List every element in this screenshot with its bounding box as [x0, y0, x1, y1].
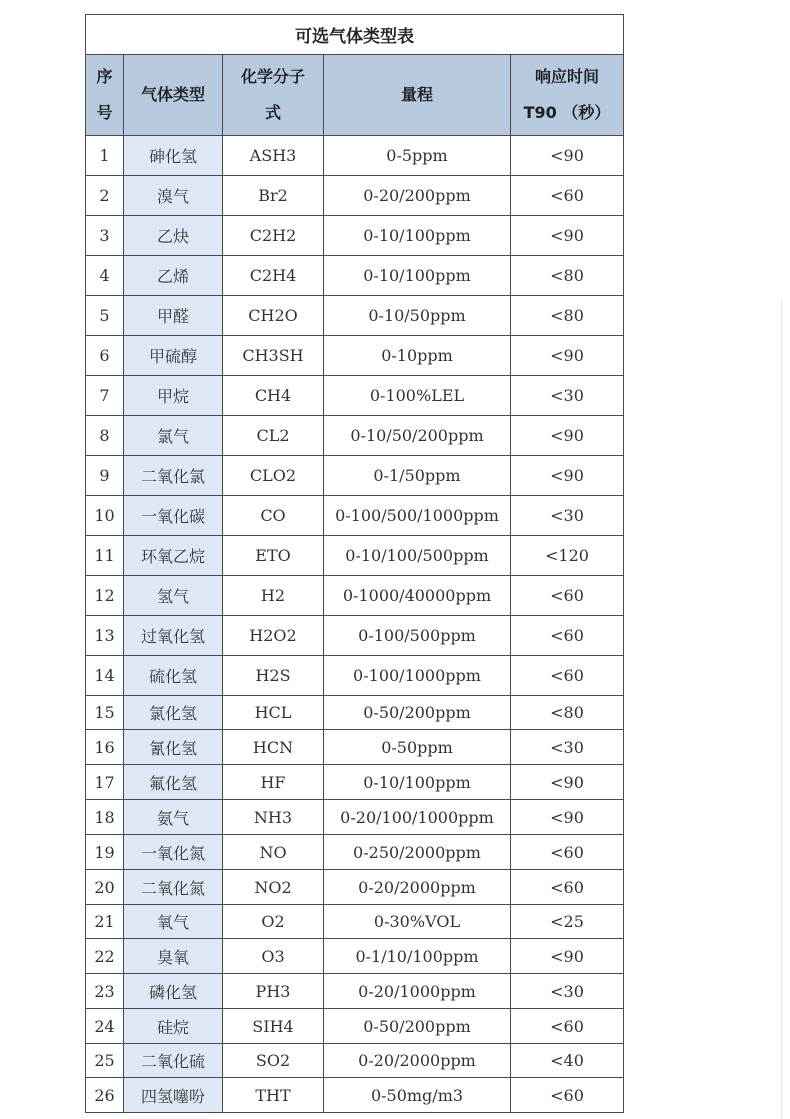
- cell-index: 11: [86, 536, 124, 576]
- cell-response-time: <30: [511, 496, 624, 536]
- table-row: [86, 974, 624, 1009]
- cell-response-time: <60: [511, 870, 624, 905]
- cell-index: 4: [86, 256, 124, 296]
- header-formula: [223, 55, 324, 136]
- cell-response-time: <30: [511, 730, 624, 765]
- cell-formula: PH3: [223, 974, 324, 1009]
- cell-range: 0-250/2000ppm: [324, 835, 511, 870]
- cell-index: 7: [86, 376, 124, 416]
- cell-range: 0-10/100ppm: [324, 256, 511, 296]
- table-row: [86, 536, 624, 576]
- cell-response-time: <90: [511, 216, 624, 256]
- cell-gas-name: 乙烯: [124, 256, 223, 296]
- table-row: [86, 176, 624, 216]
- cell-gas-name: 氨气: [124, 800, 223, 835]
- table-row: [86, 296, 624, 336]
- cell-index: 10: [86, 496, 124, 536]
- cell-index: 2: [86, 176, 124, 216]
- cell-range: 0-50ppm: [324, 730, 511, 765]
- cell-index: 18: [86, 800, 124, 835]
- cell-gas-name: 过氧化氢: [124, 616, 223, 656]
- cell-gas-name: 二氧化氮: [124, 870, 223, 905]
- cell-gas-name: 砷化氢: [124, 136, 223, 176]
- cell-formula: HCN: [223, 730, 324, 765]
- cell-response-time: <30: [511, 376, 624, 416]
- cell-range: 0-100/500/1000ppm: [324, 496, 511, 536]
- table-row: [86, 765, 624, 800]
- cell-range: 0-10/50ppm: [324, 296, 511, 336]
- header-index-line1: 序: [96, 67, 113, 86]
- cell-formula: THT: [223, 1078, 324, 1113]
- cell-index: 1: [86, 136, 124, 176]
- cell-formula: NO: [223, 835, 324, 870]
- table-row: [86, 870, 624, 905]
- cell-response-time: <90: [511, 765, 624, 800]
- cell-gas-name: 硅烷: [124, 1009, 223, 1044]
- cell-index: 21: [86, 905, 124, 939]
- cell-gas-name: 四氢噻吩: [124, 1078, 223, 1113]
- cell-range: 0-20/2000ppm: [324, 1044, 511, 1078]
- cell-formula: NO2: [223, 870, 324, 905]
- cell-index: 24: [86, 1009, 124, 1044]
- cell-response-time: <60: [511, 576, 624, 616]
- cell-response-time: <30: [511, 974, 624, 1009]
- cell-range: 0-10/50/200ppm: [324, 416, 511, 456]
- cell-formula: CLO2: [223, 456, 324, 496]
- header-gas-type: 气体类型: [124, 55, 223, 136]
- cell-formula: NH3: [223, 800, 324, 835]
- cell-response-time: <40: [511, 1044, 624, 1078]
- cell-formula: ETO: [223, 536, 324, 576]
- cell-formula: H2O2: [223, 616, 324, 656]
- cell-response-time: <60: [511, 835, 624, 870]
- cell-formula: CO: [223, 496, 324, 536]
- cell-response-time: <90: [511, 800, 624, 835]
- table-body: [86, 136, 624, 1113]
- header-response-line1: 响应时间: [534, 67, 599, 86]
- cell-range: 0-1/50ppm: [324, 456, 511, 496]
- table-row: [86, 456, 624, 496]
- header-index: [86, 55, 124, 136]
- table-title: 可选气体类型表: [86, 15, 624, 55]
- table-row: [86, 256, 624, 296]
- cell-response-time: <25: [511, 905, 624, 939]
- gas-table-sheet: [85, 14, 623, 1113]
- table-row: [86, 1009, 624, 1044]
- cell-gas-name: 溴气: [124, 176, 223, 216]
- cell-index: 3: [86, 216, 124, 256]
- table-row: [86, 656, 624, 696]
- header-response-line2: T90 （秒）: [523, 103, 611, 122]
- cell-gas-name: 磷化氢: [124, 974, 223, 1009]
- table-row: [86, 576, 624, 616]
- cell-gas-name: 氯气: [124, 416, 223, 456]
- cell-formula: Br2: [223, 176, 324, 216]
- cell-gas-name: 甲硫醇: [124, 336, 223, 376]
- cell-response-time: <90: [511, 136, 624, 176]
- cell-formula: CH4: [223, 376, 324, 416]
- cell-range: 0-5ppm: [324, 136, 511, 176]
- cell-range: 0-50/200ppm: [324, 696, 511, 730]
- cell-response-time: <120: [511, 536, 624, 576]
- cell-formula: SO2: [223, 1044, 324, 1078]
- cell-index: 12: [86, 576, 124, 616]
- cell-response-time: <60: [511, 1009, 624, 1044]
- cell-range: 0-20/100/1000ppm: [324, 800, 511, 835]
- header-index-line2: 号: [96, 103, 113, 122]
- cell-gas-name: 氰化氢: [124, 730, 223, 765]
- cell-range: 0-50mg/m3: [324, 1078, 511, 1113]
- cell-gas-name: 二氧化氯: [124, 456, 223, 496]
- cell-index: 25: [86, 1044, 124, 1078]
- cell-index: 5: [86, 296, 124, 336]
- cell-gas-name: 氟化氢: [124, 765, 223, 800]
- table-row: [86, 136, 624, 176]
- cell-response-time: <60: [511, 656, 624, 696]
- cell-gas-name: 甲烷: [124, 376, 223, 416]
- cell-gas-name: 氧气: [124, 905, 223, 939]
- cell-range: 0-100/1000ppm: [324, 656, 511, 696]
- cell-formula: C2H4: [223, 256, 324, 296]
- cell-formula: CH3SH: [223, 336, 324, 376]
- cell-range: 0-20/1000ppm: [324, 974, 511, 1009]
- cell-range: 0-20/2000ppm: [324, 870, 511, 905]
- cell-index: 26: [86, 1078, 124, 1113]
- cell-formula: HCL: [223, 696, 324, 730]
- gas-type-table: [85, 14, 624, 1113]
- cell-index: 8: [86, 416, 124, 456]
- table-row: [86, 1044, 624, 1078]
- table-row: [86, 696, 624, 730]
- cell-index: 16: [86, 730, 124, 765]
- cell-formula: C2H2: [223, 216, 324, 256]
- cell-formula: O2: [223, 905, 324, 939]
- cell-range: 0-10/100/500ppm: [324, 536, 511, 576]
- table-row: [86, 216, 624, 256]
- cell-gas-name: 臭氧: [124, 939, 223, 974]
- page-edge-line: [781, 300, 782, 1119]
- cell-gas-name: 环氧乙烷: [124, 536, 223, 576]
- cell-response-time: <90: [511, 416, 624, 456]
- cell-range: 0-1/10/100ppm: [324, 939, 511, 974]
- table-row: [86, 800, 624, 835]
- header-range: 量程: [324, 55, 511, 136]
- cell-response-time: <60: [511, 616, 624, 656]
- cell-formula: H2: [223, 576, 324, 616]
- cell-response-time: <80: [511, 696, 624, 730]
- cell-response-time: <60: [511, 176, 624, 216]
- table-row: [86, 905, 624, 939]
- cell-range: 0-100%LEL: [324, 376, 511, 416]
- table-row: [86, 835, 624, 870]
- cell-response-time: <80: [511, 256, 624, 296]
- cell-range: 0-10/100ppm: [324, 216, 511, 256]
- cell-gas-name: 氢气: [124, 576, 223, 616]
- header-formula-line2: 式: [264, 103, 281, 122]
- table-row: [86, 496, 624, 536]
- cell-response-time: <90: [511, 939, 624, 974]
- cell-formula: SIH4: [223, 1009, 324, 1044]
- cell-index: 20: [86, 870, 124, 905]
- cell-formula: ASH3: [223, 136, 324, 176]
- cell-index: 22: [86, 939, 124, 974]
- header-response-time: [511, 55, 624, 136]
- cell-gas-name: 硫化氢: [124, 656, 223, 696]
- cell-formula: O3: [223, 939, 324, 974]
- header-formula-line1: 化学分子: [240, 67, 305, 86]
- cell-formula: CH2O: [223, 296, 324, 336]
- table-row: [86, 376, 624, 416]
- cell-gas-name: 一氧化氮: [124, 835, 223, 870]
- table-row: [86, 730, 624, 765]
- table-row: [86, 939, 624, 974]
- cell-range: 0-50/200ppm: [324, 1009, 511, 1044]
- cell-index: 14: [86, 656, 124, 696]
- cell-gas-name: 甲醛: [124, 296, 223, 336]
- cell-range: 0-100/500ppm: [324, 616, 511, 656]
- cell-range: 0-30%VOL: [324, 905, 511, 939]
- cell-range: 0-20/200ppm: [324, 176, 511, 216]
- cell-index: 6: [86, 336, 124, 376]
- cell-index: 13: [86, 616, 124, 656]
- cell-formula: CL2: [223, 416, 324, 456]
- table-row: [86, 416, 624, 456]
- cell-response-time: <90: [511, 456, 624, 496]
- cell-gas-name: 一氧化碳: [124, 496, 223, 536]
- table-row: [86, 336, 624, 376]
- cell-formula: H2S: [223, 656, 324, 696]
- cell-response-time: <90: [511, 336, 624, 376]
- cell-gas-name: 氯化氢: [124, 696, 223, 730]
- cell-index: 23: [86, 974, 124, 1009]
- cell-response-time: <80: [511, 296, 624, 336]
- cell-gas-name: 乙炔: [124, 216, 223, 256]
- cell-formula: HF: [223, 765, 324, 800]
- cell-response-time: <60: [511, 1078, 624, 1113]
- cell-range: 0-1000/40000ppm: [324, 576, 511, 616]
- cell-range: 0-10/100ppm: [324, 765, 511, 800]
- cell-gas-name: 二氧化硫: [124, 1044, 223, 1078]
- cell-range: 0-10ppm: [324, 336, 511, 376]
- cell-index: 17: [86, 765, 124, 800]
- cell-index: 9: [86, 456, 124, 496]
- table-row: [86, 1078, 624, 1113]
- table-row: [86, 616, 624, 656]
- cell-index: 19: [86, 835, 124, 870]
- cell-index: 15: [86, 696, 124, 730]
